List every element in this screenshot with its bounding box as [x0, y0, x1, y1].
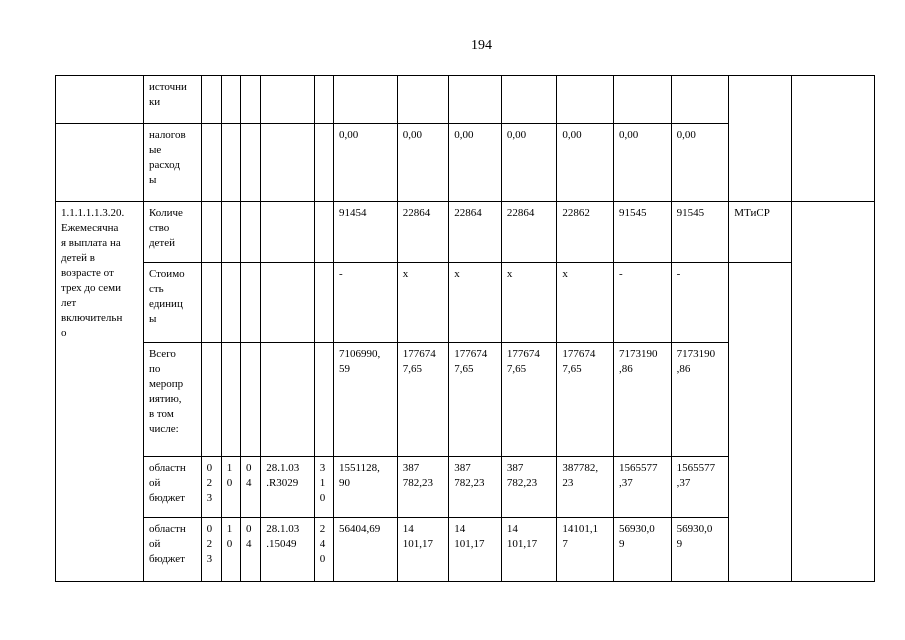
table-row — [56, 263, 875, 343]
value-cell: - — [671, 263, 729, 343]
value-cell: 91454 — [334, 202, 398, 263]
value-cell: 0,00 — [397, 124, 449, 202]
value-cell: 177674 7,65 — [501, 343, 557, 457]
indicator-cell: налогов ые расход ы — [143, 124, 201, 202]
value-cell: 14 101,17 — [397, 518, 449, 582]
value-cell: 387782, 23 — [557, 457, 614, 518]
value-cell: x — [397, 263, 449, 343]
value-cell: 177674 7,65 — [397, 343, 449, 457]
code-cell: 3 1 0 — [314, 457, 333, 518]
value-cell: 22862 — [557, 202, 614, 263]
value-cell: 91545 — [614, 202, 672, 263]
indicator-cell: Количе ство детей — [143, 202, 201, 263]
value-cell: 1565577 ,37 — [671, 457, 729, 518]
name-cell — [56, 76, 144, 124]
program-table — [55, 75, 875, 582]
code-cell: 1 0 — [221, 518, 240, 582]
value-cell: 387 782,23 — [397, 457, 449, 518]
indicator-cell: Всего по меропр иятию, в том числе: — [143, 343, 201, 457]
value-cell: 14101,1 7 — [557, 518, 614, 582]
code-cell: 2 4 0 — [314, 518, 333, 582]
value-cell: 22864 — [397, 202, 449, 263]
value-cell: 56930,0 9 — [671, 518, 729, 582]
note-cell — [791, 76, 874, 202]
code-cell: 0 4 — [241, 457, 261, 518]
value-cell: 7173190 ,86 — [614, 343, 672, 457]
value-cell: 0,00 — [557, 124, 614, 202]
table-row — [56, 76, 875, 124]
value-cell: 387 782,23 — [449, 457, 502, 518]
code-cell: 02 3 — [201, 518, 221, 582]
indicator-cell: Стоимо сть единиц ы — [143, 263, 201, 343]
value-cell: 387 782,23 — [501, 457, 557, 518]
code-cell: 28.1.03 .15049 — [261, 518, 315, 582]
value-cell: 91545 — [671, 202, 729, 263]
value-cell: 177674 7,65 — [557, 343, 614, 457]
page-number: 194 — [471, 38, 492, 53]
value-cell: 22864 — [501, 202, 557, 263]
value-cell: 177674 7,65 — [449, 343, 502, 457]
value-cell: 14 101,17 — [449, 518, 502, 582]
value-cell: 1565577 ,37 — [614, 457, 672, 518]
value-cell: - — [334, 263, 398, 343]
value-cell: 7106990, 59 — [334, 343, 398, 457]
indicator-cell: источни ки — [143, 76, 201, 124]
indicator-cell: областн ой бюджет — [143, 457, 201, 518]
value-cell: x — [449, 263, 502, 343]
table-row — [56, 202, 875, 263]
value-cell: 22864 — [449, 202, 502, 263]
value-cell: 1551128, 90 — [334, 457, 398, 518]
executor-cell — [729, 76, 792, 202]
value-cell: 0,00 — [449, 124, 502, 202]
executor-cell — [729, 263, 792, 582]
value-cell: 56404,69 — [334, 518, 398, 582]
value-cell: x — [557, 263, 614, 343]
event-name-cell: 1.1.1.1.1.3.20. Ежемесячна я выплата на детей в возрасте от трех до семи лет включительн о — [56, 202, 144, 582]
indicator-cell: областн ой бюджет — [143, 518, 201, 582]
value-cell: 0,00 — [334, 124, 398, 202]
value-cell: 0,00 — [501, 124, 557, 202]
value-cell: - — [614, 263, 672, 343]
code-cell: 1 0 — [221, 457, 240, 518]
code-cell: 28.1.03 .R3029 — [261, 457, 315, 518]
executor-cell: МТиСР — [729, 202, 792, 263]
value-cell: 56930,0 9 — [614, 518, 672, 582]
value-cell: 0,00 — [614, 124, 672, 202]
value-cell: 0,00 — [671, 124, 729, 202]
value-cell: 14 101,17 — [501, 518, 557, 582]
value-cell: x — [501, 263, 557, 343]
code-cell: 02 3 — [201, 457, 221, 518]
code-cell: 0 4 — [241, 518, 261, 582]
value-cell: 7173190 ,86 — [671, 343, 729, 457]
note-cell — [791, 202, 874, 582]
